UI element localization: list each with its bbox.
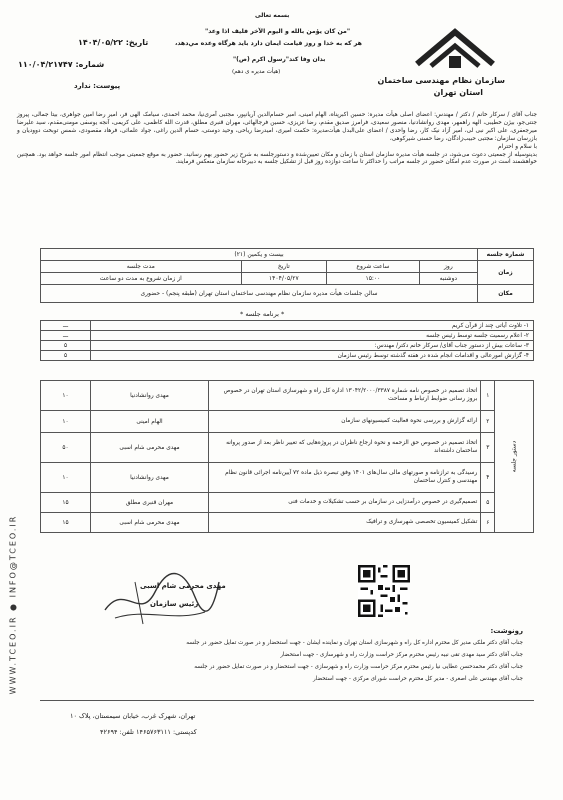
agenda-label-cell: [495, 381, 534, 533]
table-row: [41, 433, 534, 463]
item-owner: مهدی محرمی شام اسبی: [91, 513, 209, 533]
letter-attachment: پیوست: ندارد: [74, 82, 121, 90]
cc-line: جناب آقای دکتر سید مهدی تقی نبیه رئیس محترم مرکز حراست وزارت راه و شهرسازی - جهت استحضار: [280, 652, 523, 658]
meeting-info-table: [40, 248, 534, 303]
item-owner: مهران قنبری مطلق: [91, 493, 209, 513]
item-text: تصمیم‌گیری در خصوص درآمدزایی در سازمان بر حسب تشکیلات و خدمات فنی: [209, 493, 481, 513]
item-owner: مهدی روانشادنیا: [91, 381, 209, 411]
table-row: [41, 321, 534, 331]
date-value: ۱۴۰۴/۰۵/۲۷: [241, 273, 327, 285]
invitation-text: بدینوسیله از جمعیتی دعوت می‌شود، در جلسه هیأت مدیره سازمان استان با زمان و مکان تعیین‌شده و دستورجلسه به شرح زیر حضور بهم رسانید. حضور به موقع جمعیتی موجب انتظام امور جلسه خواهد بود. همچنین خواهشمند است در صورت عدم امکان حضور در جلسه مراتب را حداکثر تا ساعت دوازده روز قبل از تشکیل جلسه به دبیرخانه سازمان منعکس فرمایند.: [17, 151, 537, 166]
table-row: [41, 463, 534, 493]
day-header: روز: [419, 261, 477, 273]
table-row: [41, 351, 534, 361]
item-owner: مهدی محرمی شام اسبی: [91, 433, 209, 463]
item-minutes: ۱۰: [41, 463, 91, 493]
item-text: اتخاذ تصمیم در خصوص حق الزحمه و نحوه ارجاع ناظران در پروژه‌هایی که تغییر ناظر بعد از صدور پروانه ساختمان داشته‌اند: [209, 433, 481, 463]
side-contact-text: WWW.TCEO.IR ● INFO@TCEO.IR: [8, 514, 18, 695]
signatory-title: رئیس سازمان: [150, 600, 199, 608]
footer-divider: [40, 700, 534, 701]
prelim-text: ۴- گزارش امورعالی و اقدامات انجام شده در هفته گذشته توسط رئیس سازمان: [91, 351, 534, 361]
item-number: ۴: [481, 463, 495, 493]
item-minutes: ۱۵: [41, 513, 91, 533]
date-header: تاریخ: [241, 261, 327, 273]
item-text: رسیدگی به ترازنامه و صورتهای مالی سال‌های ۱۴۰۱ وفق تبصره ذیل ماده ۷۲ آیین‌نامه اجرائی قانون نظام مهندسی و کنترل ساختمان: [209, 463, 481, 493]
greeting-text: با سلام و احترام: [498, 143, 537, 150]
letter-number: شماره: ۱۱۰/۰۴/۲۱۷۴۷: [18, 60, 105, 69]
duration-header: مدت جلسه: [41, 261, 242, 273]
agenda-label: دستور جلسه: [510, 440, 518, 473]
intro-block: [17, 112, 537, 167]
prelim-duration: ـــ: [41, 331, 91, 341]
quote-line-2: هر كه به خدا و روز قيامت ايمان دارد بايد هرگاه وعده مي‌دهد،: [175, 40, 362, 47]
place-value: سالن جلسات هیأت مدیره سازمان نظام مهندسی ساختمان استان تهران (طبقه پنجم) - حضوری: [41, 285, 478, 303]
org-name: سازمان نظام مهندسی ساختمان: [377, 76, 505, 85]
basmala: بسمه تعالی: [255, 12, 290, 19]
table-row: [41, 493, 534, 513]
prelim-text: ۲- اعلام رسمیت جلسه توسط رئیس جلسه: [91, 331, 534, 341]
session-label: شماره جلسه: [478, 249, 534, 261]
item-number: ۶: [481, 513, 495, 533]
org-province: استان تهران: [433, 88, 483, 97]
cc-line: جناب آقای دکتر محمدحسن عطایی نیا رئیس محترم مرکز حراست وزارت راه و شهرسازی - جهت استحضار و در صورت تمایل حضور در جلسه: [194, 664, 523, 670]
item-number: ۱: [481, 381, 495, 411]
recipients-text: جناب آقای / سرکار خانم / دکتر / مهندس: اعضای اصلی هیأت مدیره: حسین اکبرپناه، الهام امینی، امیر حسام‌الدین آریانپور، مجتبی آمری‌نیا، محمد احمدی، سیامک الهی فر، امیر رضا امین جواهری، بیتا جمالی، پیروز جنتی‌جو، بیژن خطیبی، الهه راهمهر، مهدی روانشادنیا، منصور سعیدی، فرامرز صدیق مقدم، رضا عزیزی، حسین فرجالهائی، مهران قنبری مطلق، قدرت الله کاظمی، علی کریمی، آنجه یوسفی مومنی‌مقدم، سید علیرضا میرجعفری، علی اکبر نبی لی، امیر آزاد نیک کار، رضا واحدی / اعضای علی‌البدل هیأت‌مدیره: حکمت امیری، امیدرضا ریاحی، وحید دوستی، حسام الدین راغی، جواد علمائی، فرهاد مقصودی، شمس توبخت دوودیان و بازرسان سازمان: مجتبی حبیب‌زادگان، رضا حسنی شیرکوهی،: [17, 112, 537, 142]
quote-line-4: (هيأت مديره ی دهم): [232, 69, 281, 75]
cc-title: رونوشت:: [490, 627, 523, 635]
item-minutes: ۱۰: [41, 411, 91, 433]
footer-address: تهران، شهرک غرب، خیابان سیمستان، پلاک ۱۰: [70, 712, 196, 720]
item-text: اتخاذ تصمیم در خصوص نامه شماره ۱۳۰۴۲/۲۰۰۰/۳۳۸۷ اداره کل راه و شهرسازی استان تهران در خصوص بروز رسانی ضوابط ارتباط و مساحت: [209, 381, 481, 411]
item-number: ۵: [481, 493, 495, 513]
place-label: مکان: [478, 285, 534, 303]
prelim-text: ۱- تلاوت آیاتی چند از قرآن کریم: [91, 321, 534, 331]
quote-line-3: بدان وفا كند"رسول اكرم (ص)": [233, 56, 326, 63]
duration-value: از زمان شروع به مدت دو ساعت: [41, 273, 242, 285]
table-row: [41, 513, 534, 533]
table-row: [41, 331, 534, 341]
item-text: ارائه گزارش و بررسی نحوه فعالیت کمیسیونهای سازمان: [209, 411, 481, 433]
item-text: تشکیل کمیسیون تخصصی شهرسازی و ترافیک: [209, 513, 481, 533]
prelim-text: ۳- ساعات بیش از دستور جناب آقای/ سرکار خانم دکتر/ مهندس:: [91, 341, 534, 351]
day-value: دوشنبه: [419, 273, 477, 285]
start-value: ۱۵:۰۰: [327, 273, 420, 285]
item-owner: الهام امینی: [91, 411, 209, 433]
item-minutes: ۵۰: [41, 433, 91, 463]
item-owner: مهدی روانشادنیا: [91, 463, 209, 493]
time-label: زمان: [478, 261, 534, 285]
agenda-table: [40, 380, 534, 533]
item-minutes: ۱۵: [41, 493, 91, 513]
item-minutes: ۱۰: [41, 381, 91, 411]
handwritten-signature: [95, 562, 225, 632]
organization-logo: [409, 22, 501, 72]
preliminary-table: [40, 320, 534, 361]
table-row: [41, 341, 534, 351]
start-header: ساعت شروع: [327, 261, 420, 273]
signatory-name: مهدی محرمی شام اسبی: [140, 582, 226, 590]
prelim-duration: ۵: [41, 351, 91, 361]
table-row: [41, 411, 534, 433]
letter-date: تاریخ: ۱۴۰۴/۰۵/۲۲: [78, 38, 149, 47]
prelim-duration: ـــ: [41, 321, 91, 331]
session-value: بیست و یکمین (۲۱): [41, 249, 478, 261]
cc-line: جناب آقای مهندس علی اصغری - مدیر کل محترم حراست شورای مرکزی - جهت استحضار: [312, 676, 523, 682]
quote-line-1: "من كان يؤمن بالله و اليوم الآخر فليف اذا وعد": [205, 28, 351, 35]
prelim-duration: ۵: [41, 341, 91, 351]
item-number: ۳: [481, 433, 495, 463]
agenda-title: * برنامه جلسه *: [240, 310, 285, 318]
table-row: [41, 381, 534, 411]
cc-line: جناب آقای دکتر ملکی مدیر کل محترم اداره کل راه و شهرسازی استان تهران و نماینده ایشان - جهت استحضار و در صورت تمایل حضور در جلسه: [186, 640, 523, 646]
qr-code: [358, 565, 410, 617]
side-strip: [2, 430, 24, 790]
item-number: ۲: [481, 411, 495, 433]
footer-postal: کدپستی: ۱۴۶۵۷۶۳۱۱۱ تلفن: ۴۲۶۹۴: [100, 728, 197, 736]
